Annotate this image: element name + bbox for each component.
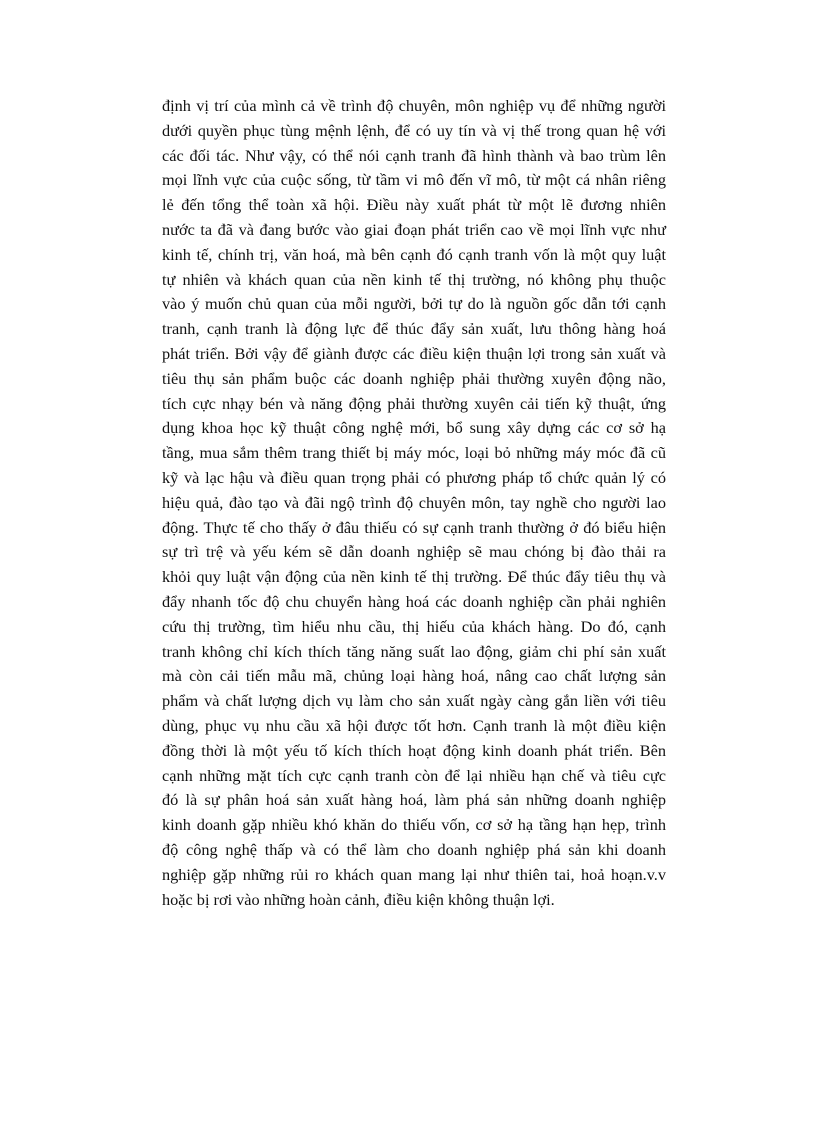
text-line: mọi lĩnh vực của cuộc sống, từ tầm vi mô đến vĩ mô, từ một cá nhân riêng xyxy=(162,170,666,190)
body-paragraph xyxy=(162,94,666,912)
text-line: đồng thời là một yếu tố kích thích hoạt động kinh doanh phát triển. Bên xyxy=(162,740,666,760)
document-page xyxy=(162,94,666,912)
text-line: lẻ đến tổng thể toàn xã hội. Điều này xuất phát từ một lẽ đương nhiên xyxy=(162,195,666,215)
text-line: tích cực nhạy bén và năng động phải thường xuyên cải tiến kỹ thuật, ứng xyxy=(162,393,666,413)
text-line: các đối tác. Như vậy, có thể nói cạnh tranh đã hình thành và bao trùm lên xyxy=(162,145,666,165)
text-line: nghiệp gặp những rủi ro khách quan mang lại như thiên tai, hoả hoạn.v.v xyxy=(162,864,666,884)
text-line: kỹ và lạc hậu và điều quan trọng phải có phương pháp tổ chức quản lý có xyxy=(162,467,666,487)
text-line: đẩy nhanh tốc độ chu chuyển hàng hoá các doanh nghiệp cần phải nghiên xyxy=(162,591,666,611)
text-line: dưới quyền phục tùng mệnh lệnh, để có uy tín và vị thế trong quan hệ với xyxy=(162,120,666,140)
text-line: cạnh những mặt tích cực cạnh tranh còn để lại nhiều hạn chế và tiêu cực xyxy=(162,765,666,785)
text-line: kinh tế, chính trị, văn hoá, mà bên cạnh đó cạnh tranh vốn là một quy luật xyxy=(162,244,666,264)
text-line: hiệu quả, đào tạo và đãi ngộ trình độ chuyên môn, tay nghề cho người lao xyxy=(162,492,666,512)
text-line: tranh không chỉ kích thích tăng năng suất lao động, giảm chi phí sản xuất xyxy=(162,641,666,661)
text-line: vào ý muốn chủ quan của mỗi người, bởi tự do là nguồn gốc dẫn tới cạnh xyxy=(162,294,666,314)
text-line: kinh doanh gặp nhiều khó khăn do thiếu vốn, cơ sở hạ tầng hạn hẹp, trình xyxy=(162,815,666,835)
text-line: định vị trí của mình cả về trình độ chuyên, môn nghiệp vụ để những người xyxy=(162,96,666,115)
text-line: dụng khoa học kỹ thuật công nghệ mới, bổ sung xây dựng các cơ sở hạ xyxy=(162,418,666,438)
text-line: nước ta đã và đang bước vào giai đoạn phát triển cao về mọi lĩnh vực như xyxy=(162,219,666,239)
text-line: đó là sự phân hoá sản xuất hàng hoá, làm phá sản những doanh nghiệp xyxy=(162,790,666,810)
text-line: dùng, phục vụ nhu cầu xã hội được tốt hơn. Cạnh tranh là một điều kiện xyxy=(162,715,666,735)
text-line: tranh, cạnh tranh là động lực để thúc đẩy sản xuất, lưu thông hàng hoá xyxy=(162,319,666,339)
text-line: độ công nghệ thấp và có thể làm cho doanh nghiệp phá sản khi doanh xyxy=(162,839,666,859)
text-line: tiêu thụ sản phẩm buộc các doanh nghiệp phải thường xuyên động não, xyxy=(162,368,666,388)
text-line: phát triển. Bởi vậy để giành được các điều kiện thuận lợi trong sản xuất và xyxy=(162,343,666,363)
text-line: động. Thực tế cho thấy ở đâu thiếu có sự cạnh tranh thường ở đó biểu hiện xyxy=(162,517,666,537)
text-line: khỏi quy luật vận động của nền kinh tế thị trường. Để thúc đẩy tiêu thụ và xyxy=(162,567,666,587)
text-line: mà còn cải tiến mẫu mã, chủng loại hàng hoá, nâng cao chất lượng sản xyxy=(162,666,666,686)
text-line: tự nhiên và khách quan của nền kinh tế thị trường, nó không phụ thuộc xyxy=(162,269,666,289)
text-line-last: hoặc bị rơi vào những hoàn cảnh, điều kiện không thuận lợi. xyxy=(162,889,555,909)
text-line: sự trì trệ và yếu kém sẽ dẫn doanh nghiệp sẽ mau chóng bị đào thải ra xyxy=(162,542,666,562)
text-line: cứu thị trường, tìm hiểu nhu cầu, thị hiếu của khách hàng. Do đó, cạnh xyxy=(162,616,666,636)
text-line: tầng, mua sắm thêm trang thiết bị máy móc, loại bỏ những máy móc đã cũ xyxy=(162,443,666,463)
text-line: phẩm và chất lượng dịch vụ làm cho sản xuất ngày càng gắn liền với tiêu xyxy=(162,691,666,711)
